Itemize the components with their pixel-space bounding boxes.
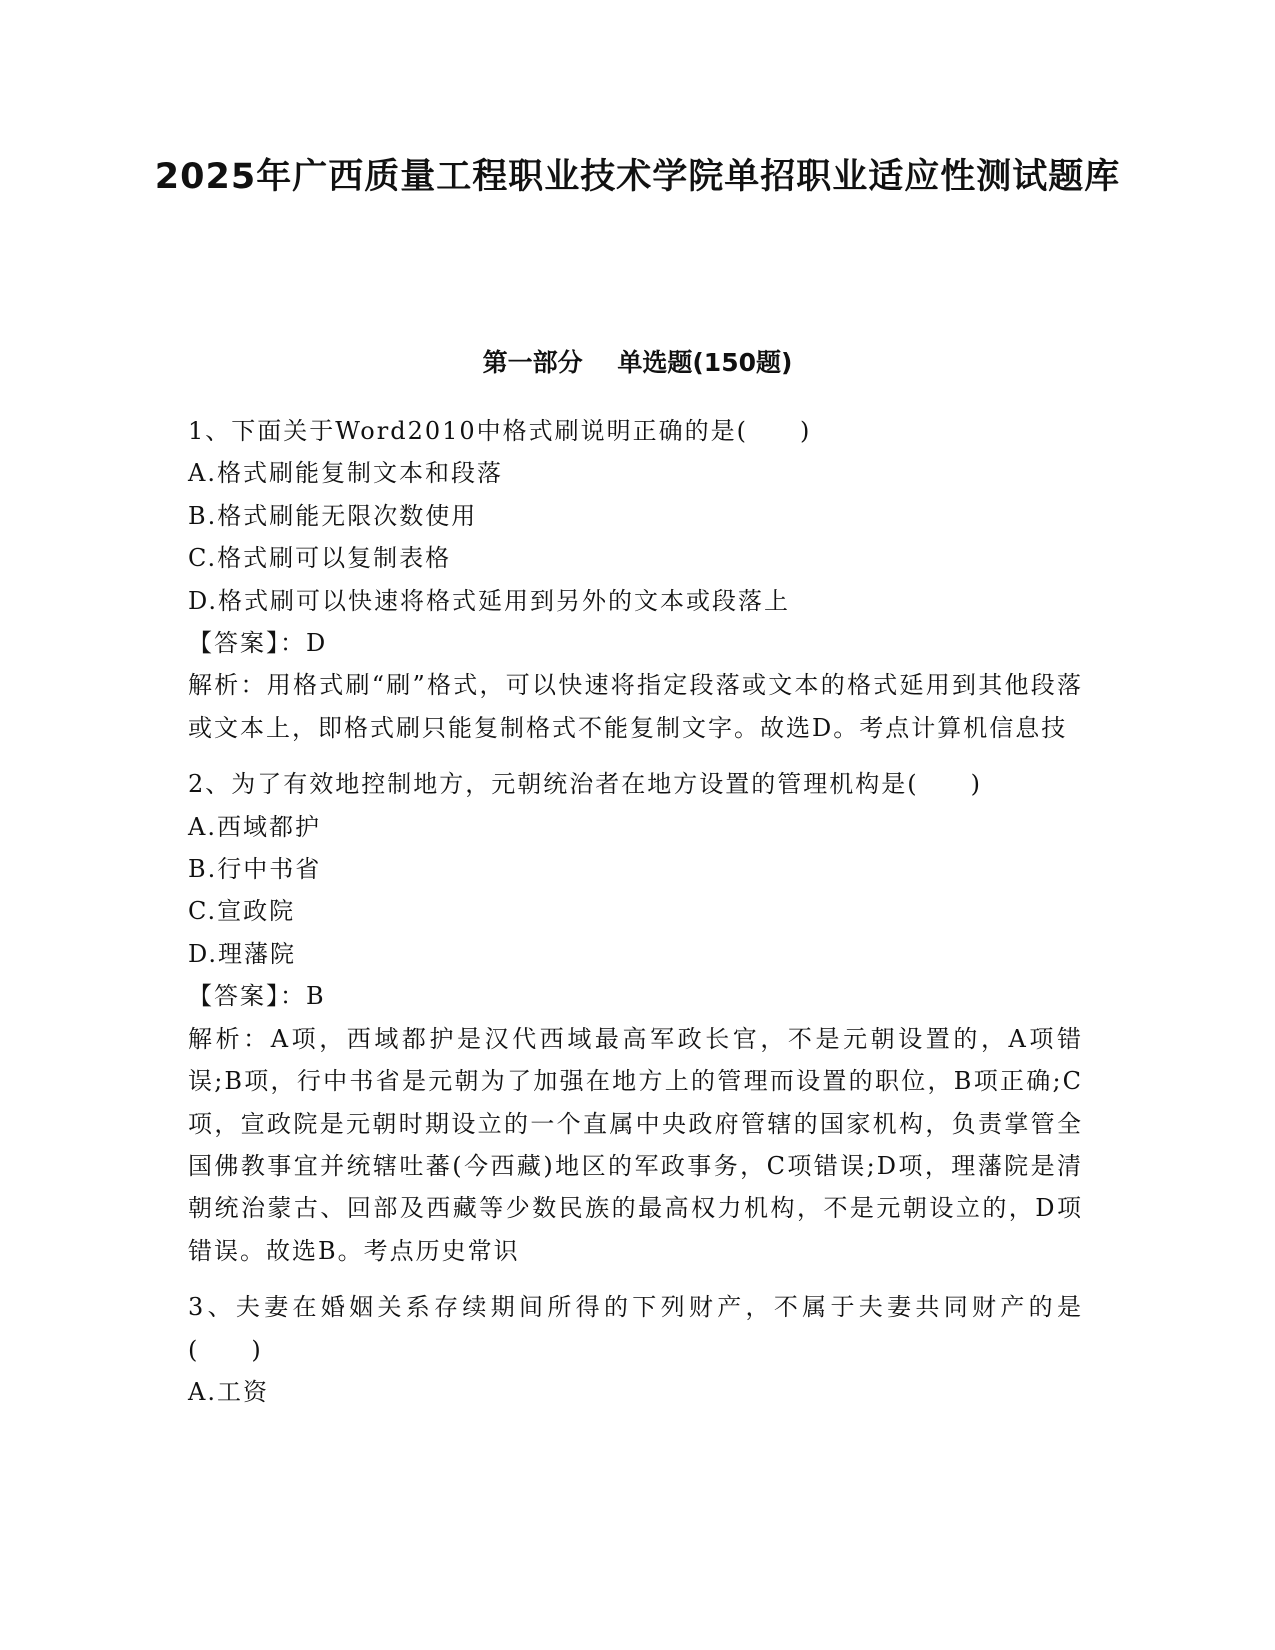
option-c: C.宣政院 [188,897,296,926]
option-a: A.西域都护 [188,812,321,841]
question-stem: 1、下面关于Word2010中格式刷说明正确的是( ) [188,417,812,445]
option-d: D.格式刷可以快速将格式延用到另外的文本或段落上 [188,586,791,615]
option-b: B.行中书省 [188,855,322,884]
option-a: A.工资 [188,1377,269,1406]
option-b: B.格式刷能无限次数使用 [188,501,478,530]
question-stem: 3、夫妻在婚姻关系存续期间所得的下列财产，不属于夫妻共同财产的是( ) [188,1293,1083,1364]
answer: 【答案】：D [188,629,328,658]
option-d: D.理藩院 [188,939,297,968]
section-heading: 第一部分 单选题(150题) [482,348,793,377]
question-list [188,410,1083,1427]
option-c: C.格式刷可以复制表格 [188,544,452,573]
explanation: 解析：A项，西域都护是汉代西域最高军政长官，不是元朝设置的，A项错误;B项，行中书省是元朝为了加强在地方上的管理而设置的职位，B项正确;C项，宣政院是元朝时期设立的一个直属中央政府管辖的国家机构，负责掌管全国佛教事宜并统辖吐蕃(今西藏)地区的军政事务，C项错误;D项，理藩院是清朝统治蒙古、回部及西藏等少数民族的最高权力机构，不是元朝设立的，D项错误。故选B。考点历史常识 [188,1024,1083,1265]
document-title: 2025年广西质量工程职业技术学院单招职业适应性测试题库 [154,157,1121,197]
option-a: A.格式刷能复制文本和段落 [188,459,503,488]
question-stem: 2、为了有效地控制地方，元朝统治者在地方设置的管理机构是( ) [188,770,982,799]
question-2 [188,763,1083,1272]
explanation: 解析：用格式刷“刷”格式，可以快速将指定段落或文本的格式延用到其他段落或文本上，即格式刷只能复制格式不能复制文字。故选D。考点计算机信息技 [188,671,1083,742]
question-1 [188,410,1083,749]
answer: 【答案】：B [188,982,326,1011]
question-3 [188,1286,1083,1413]
